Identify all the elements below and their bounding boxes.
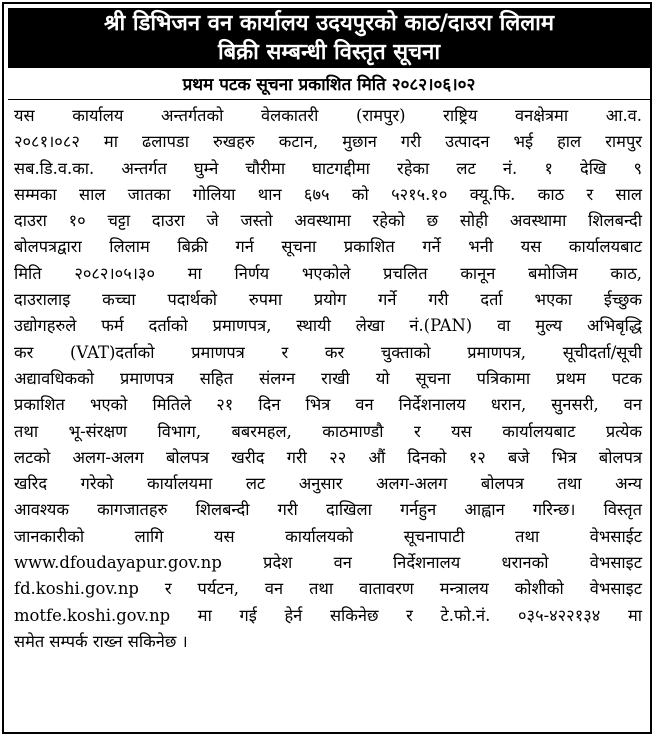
body-line: तथा भू-संरक्षण विभाग, बबरमहल, काठमाण्डौ र यस कार्यालयबाट प्रत्येक (14, 421, 642, 441)
body-line: खरिद गरेको कार्यालयमा लट अनुसार अलग-अलग बोलपत्र तथा अन्य (14, 474, 642, 494)
body-line: समेत सम्पर्क राख्न सकिनेछ । (14, 631, 188, 651)
body-line-website: www.dfoudayapur.gov.np प्रदेश वन निर्देशनालय धरानको वेभसाइट (14, 553, 642, 573)
notice-frame (2, 2, 652, 734)
body-line-website: motfe.koshi.gov.np मा गई हेर्न सकिनेछ र टे.फो.नं. ०३५-४२२१३४ मा (14, 605, 642, 625)
body-line: दाउरा १० चट्टा दाउरा जे जस्तो अवस्थामा रहेको छ सोही अवस्थामा शिलबन्दी (14, 211, 642, 231)
notice-title-line-2: बिक्री सम्बन्धी विस्तृत सूचना (217, 40, 441, 65)
body-line: सब.डि.व.का. अन्तर्गत घुम्ने चौरीमा घाटगद्दीमा रहेका लट नं. १ देखि ९ (14, 158, 642, 178)
notice-title (8, 8, 650, 68)
body-line: कर (VAT)दर्ताको प्रमाणपत्र र कर चुक्ताको प्रमाणपत्र, सूचीदर्ता/सूची (14, 342, 642, 362)
body-line: आवश्यक कागजातहरु शिलबन्दी गरी दाखिला गर्नहुन आह्वान गरिन्छ। विस्तृत (14, 500, 642, 520)
body-line: २०८१।०८२ मा ढलापडा रुखहरु कटान, मुछान गरी उत्पादन भई हाल रामपुर (14, 132, 642, 152)
published-date: प्रथम पटक सूचना प्रकाशित मिति २०८२।०६।०२ (182, 75, 476, 95)
body-line: दाउरालाइ कच्चा पदार्थको रुपमा प्रयोग गर्ने गरी दर्ता भएका ईच्छुक (14, 290, 642, 310)
body-line: उद्योगहरुले फर्म दर्ताको प्रमाणपत्र, स्थायी लेखा नं.(PAN) वा मुल्य अभिबृद्धि (14, 316, 642, 336)
body-line: प्रकाशित भएको मितिले २१ दिन भित्र वन निर्देशनालय धरान, सुनसरी, वन (14, 395, 642, 415)
body-line: यस कार्यालय अन्तर्गतको वेलकातरी (रामपुर) राष्ट्रिय वनक्षेत्रमा आ.व. (14, 106, 642, 125)
body-line: मिति २०८२।०५।३० मा निर्णय भएकोले प्रचलित कानून बमोजिम काठ, (14, 263, 642, 283)
body-line: जानकारीको लागि यस कार्यालयको सूचनापाटी तथा वेभसाईट (14, 526, 642, 546)
date-underline (8, 99, 650, 100)
body-line: अद्यावधिकको प्रमाणपत्र सहित संलग्न राखी यो सूचना पत्रिकामा प्रथम पटक (14, 368, 642, 388)
body-line: सम्मका साल जातका गोलिया थान ६७५ को ५२१५.१० क्यू.फि. काठ र साल (14, 184, 642, 204)
body-line: बोलपत्रद्वारा लिलाम बिक्री गर्न सूचना प्रकाशित गर्ने भनी यस कार्यालयबाट (14, 237, 642, 257)
notice-title-line-1: श्री डिभिजन वन कार्यालय उदयपुरको काठ/दाउरा लिलाम (103, 11, 555, 36)
body-line: लटको अलग-अलग बोलपत्र खरीद गरी २२ औं दिनको १२ बजे भित्र बोलपत्र (14, 447, 642, 467)
notice-body (14, 103, 642, 655)
body-line-website: fd.koshi.gov.np र पर्यटन, वन तथा वातावरण मन्त्रालय कोशीको वेभसाइट (14, 579, 642, 599)
